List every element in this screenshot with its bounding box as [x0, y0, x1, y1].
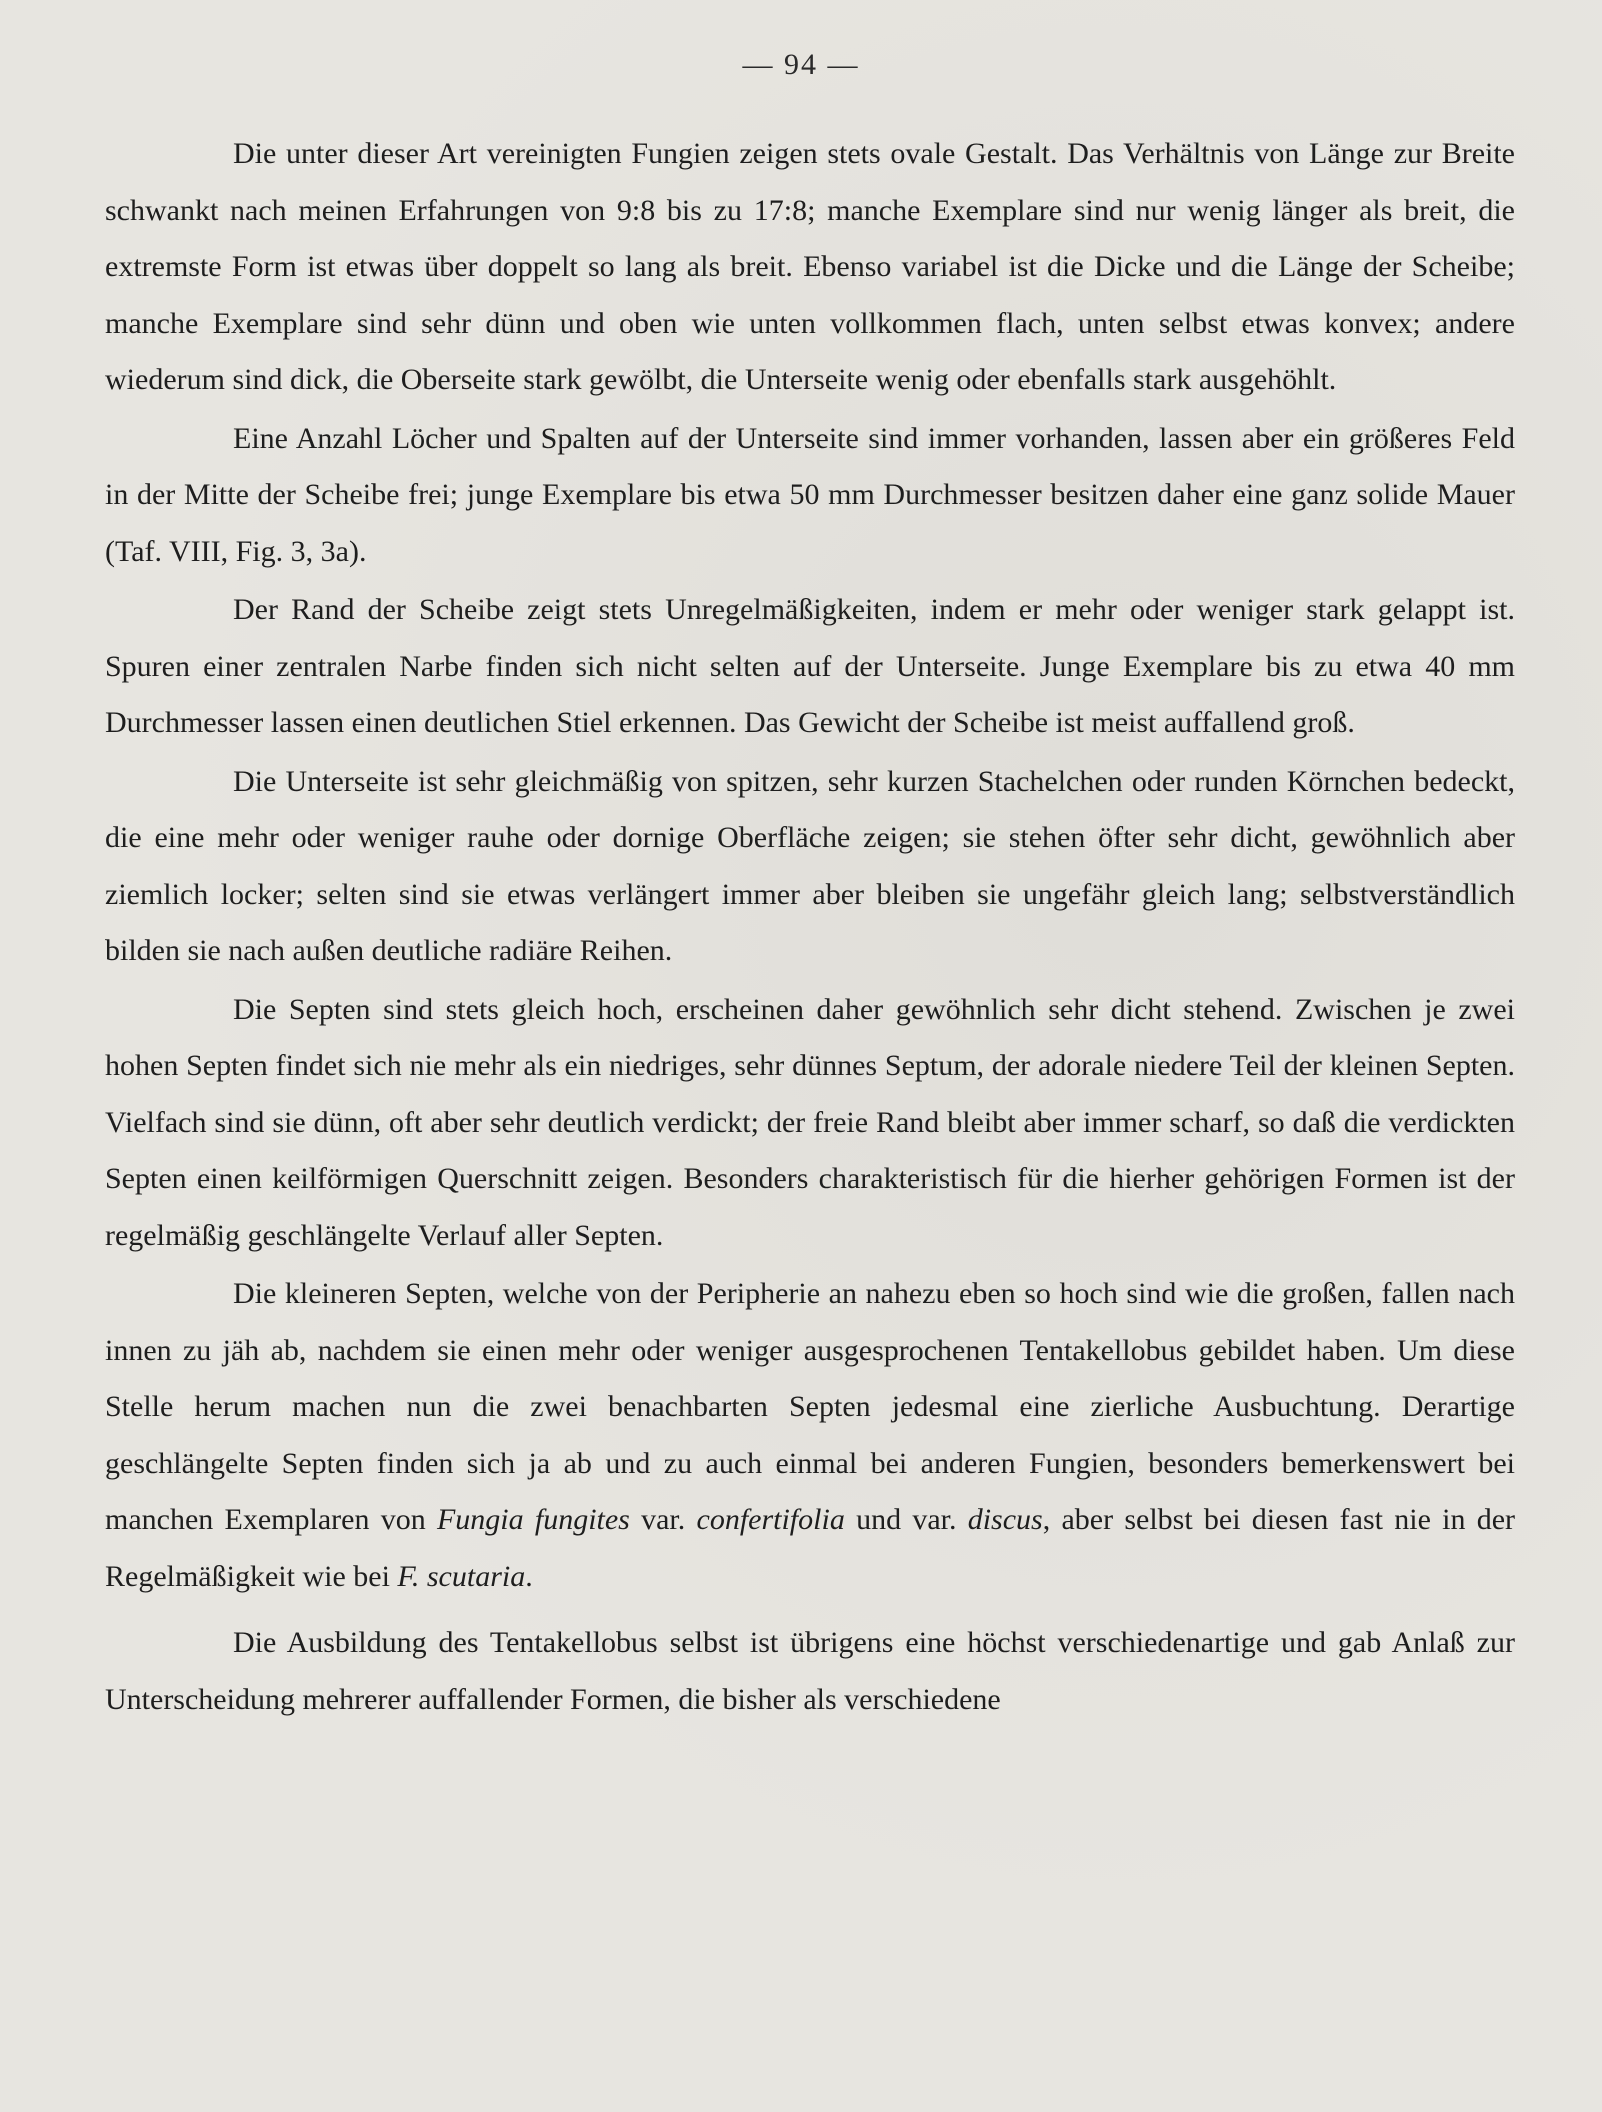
paragraph-4: Die Unterseite ist sehr gleichmäßig von spitzen, sehr kurzen Stachelchen oder runden Körnchen bedeckt, die eine mehr oder weniger rauhe oder dornige Oberfläche zeigen; sie stehen öfter sehr dicht, gewöhnlich aber ziemlich locker; selten sind sie etwas verlängert immer aber bleiben sie ungefähr gleich lang; selbstverständlich bilden sie nach außen deutliche radiäre Reihen.: [105, 764, 1515, 967]
paragraph-6-text-3: und var.: [844, 1503, 968, 1536]
paragraph-5: Die Septen sind stets gleich hoch, erscheinen daher gewöhnlich sehr dicht stehend. Zwischen je zwei hohen Septen findet sich nie mehr als ein niedriges, sehr dünnes Septum, der adorale niedere Teil der kleinen Septen. Vielfach sind sie dünn, oft aber sehr deutlich verdickt; der freie Rand bleibt aber immer scharf, so daß die verdickten Septen einen keilförmigen Querschnitt zeigen. Besonders charakteristisch für die hierher gehörigen Formen ist der regelmäßig geschlängelte Verlauf aller Septen.: [105, 992, 1515, 1252]
page-number: — 94 —: [742, 48, 860, 81]
paragraph-2: Eine Anzahl Löcher und Spalten auf der Unterseite sind immer vorhanden, lassen aber ein größeres Feld in der Mitte der Scheibe frei; junge Exemplare bis etwa 50 mm Durchmesser besitzen daher eine ganz solide Mauer (Taf. VIII, Fig. 3, 3a).: [105, 421, 1515, 568]
paragraph-3: Der Rand der Scheibe zeigt stets Unregelmäßigkeiten, indem er mehr oder weniger stark gelappt ist. Spuren einer zentralen Narbe finden sich nicht selten auf der Unterseite. Junge Exemplare bis zu etwa 40 mm Durchmesser lassen einen deutlichen Stiel erkennen. Das Gewicht der Scheibe ist meist auffallend groß.: [105, 593, 1515, 739]
paragraph-6-text-4: , aber selbst bei diesen fast nie in der Regelmäßigkeit wie bei: [105, 1503, 1516, 1593]
species-name-fungia-fungites: Fungia fungites: [436, 1503, 630, 1536]
paragraph-6-text-5: .: [525, 1559, 533, 1593]
paragraph-6: [105, 1266, 1515, 1605]
variety-name-discus: discus: [967, 1503, 1043, 1536]
body-text: [105, 126, 1515, 1728]
paragraph-7: Die Ausbildung des Tentakellobus selbst ist übrigens eine höchst verschiedenartige und gab Anlaß zur Unterscheidung mehrerer auffallender Formen, die bisher als verschiedene: [105, 1626, 1515, 1716]
variety-name-confertifolia: confertifolia: [696, 1503, 845, 1536]
paragraph-6-text-2: var.: [629, 1503, 697, 1536]
paragraph-6-text-1: Die kleineren Septen, welche von der Peripherie an nahezu eben so hoch sind wie die großen, fallen nach innen zu jäh ab, nachdem sie einen mehr oder weniger ausgesprochenen Tentakellobus gebildet haben. Um diese Stelle herum machen nun die zwei benachbarten Septen jedesmal eine zierliche Ausbuchtung. Derartige geschlängelte Septen finden sich ja ab und zu auch einmal bei anderen Fungien, besonders bemerkenswert bei manchen Exemplaren von: [105, 1277, 1515, 1536]
paragraph-1: Die unter dieser Art vereinigten Fungien zeigen stets ovale Gestalt. Das Verhältnis von Länge zur Breite schwankt nach meinen Erfahrungen von 9:8 bis zu 17:8; manche Exemplare sind nur wenig länger als breit, die extremste Form ist etwas über doppelt so lang als breit. Ebenso variabel ist die Dicke und die Länge der Scheibe; manche Exemplare sind sehr dünn und oben wie unten vollkommen flach, unten selbst etwas konvex; andere wiederum sind dick, die Oberseite stark gewölbt, die Unterseite wenig oder ebenfalls stark ausgehöhlt.: [105, 137, 1515, 396]
species-name-f-scutaria: F. scutaria: [397, 1559, 526, 1593]
